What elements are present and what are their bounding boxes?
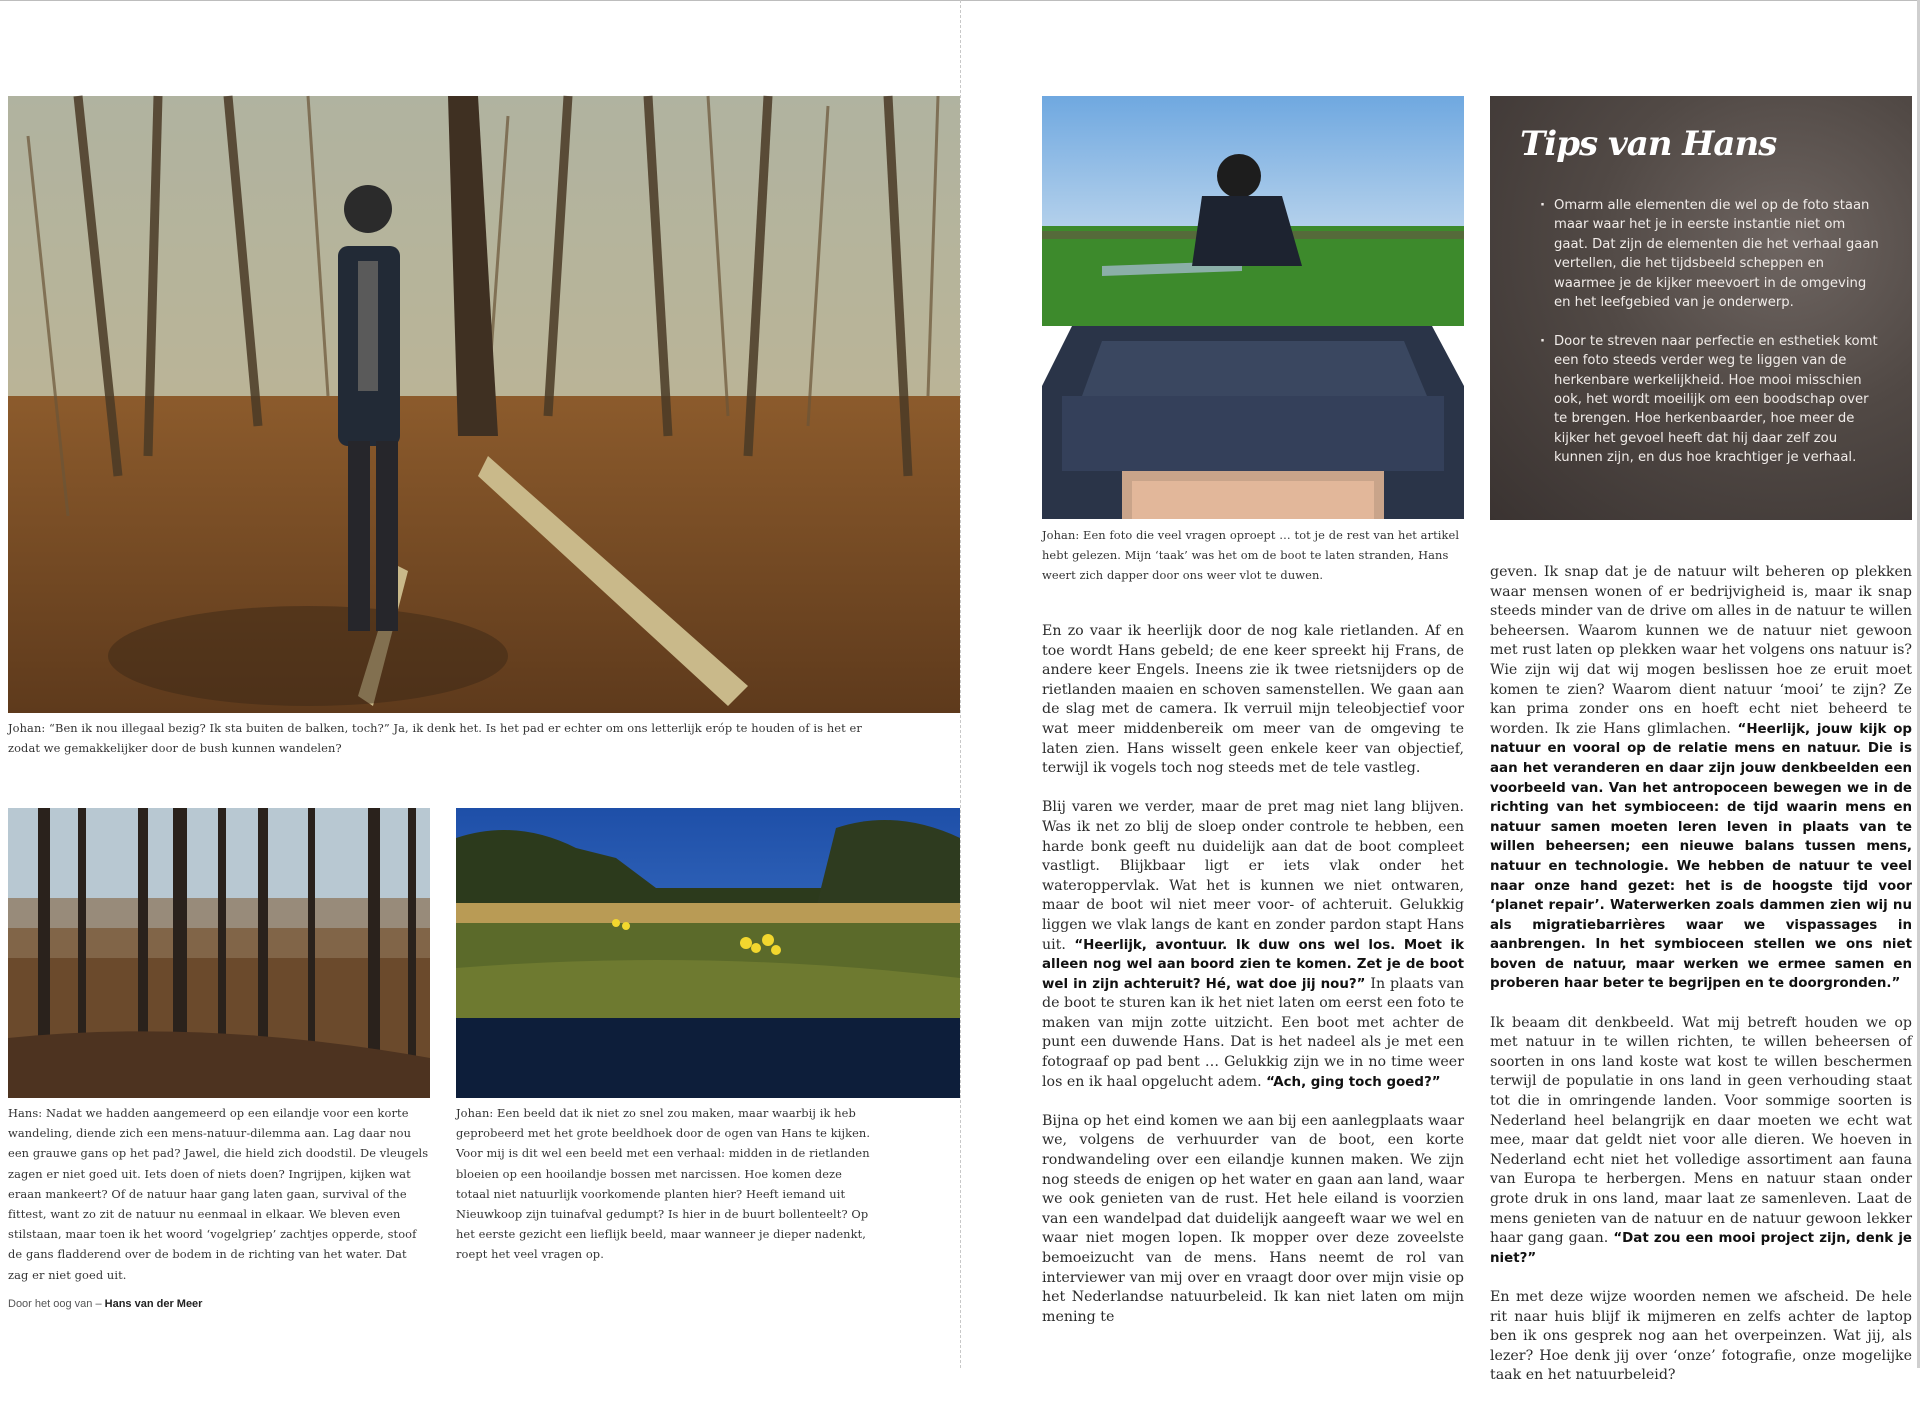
article-paragraph: Bijna op het eind komen we aan bij een aanlegplaats waar we, volgens de verhuurder van de boot, een korte rondwandeling over een eilandje kunnen maken. We zijn nog steeds de enigen op het water en gaan aan land, waar we ook genieten van de rust. Het hele eiland is voorzien van een wandelpad dat duidelijk aangeeft waar we wel en waar niet mogen lopen. Ik mopper over deze zoveelste bemoeizucht van de mens. Hans neemt de rol van interviewer van mij over en vraagt door over mijn visie op het Nederlandse natuurbeleid. Ik kan niet laten om mijn mening te bbox=[1042, 1112, 1464, 1325]
photo-forest-trees bbox=[8, 808, 430, 1098]
byline-author-name: Hans van der Meer bbox=[104, 1298, 203, 1310]
author-byline bbox=[8, 1298, 202, 1310]
article-paragraph bbox=[1490, 1014, 1912, 1269]
quote-hans: “Heerlijk, avontuur. Ik duw ons wel los. Moet ik alleen nog wel aan boord zien te komen. Zet je de boot wel in zijn achteruit? Hé, wat doe jij nou?” bbox=[1042, 937, 1464, 992]
caption-forest-photo: Hans: Nadat we hadden aangemeerd op een eilandje voor een korte wandeling, diende zich een mens-natuur-dilemma aan. Lag daar nou een grauwe gans op het pad? Jawel, die hield zich doodstil. De vleugels zagen er niet goed uit. Iets doen of niets doen? Ingrijpen, kijken wat eraan mankeert? Of de natuur haar gang laten gaan, survival of the fittest, want zo zit de natuur nu eenmaal in elkaar. We bleven even stilstaan, maar toen ik het woord ‘vogelgriep’ zachtjes opperde, stoof de gans fladderend over de bodem in de richting van het water. Dat zag er niet goed uit. bbox=[8, 1106, 429, 1282]
photo-man-on-forest-path bbox=[8, 96, 960, 713]
caption-main-photo: Johan: “Ben ik nou illegaal bezig? Ik sta buiten de balken, toch?” Ja, ik denk het. Is het pad er echter om ons letterlijk eróp te houden of is het er zodat we gemakkelijker door de bush kunnen wandelen? bbox=[8, 721, 862, 756]
article-paragraph bbox=[1490, 563, 1912, 994]
page-fold-divider bbox=[960, 0, 961, 1368]
tips-box bbox=[1490, 96, 1912, 520]
caption-boat-photo: Johan: Een foto die veel vragen oproept … tot je de rest van het artikel hebt gelezen. Mijn ‘taak’ was het om de boot te laten stranden, Hans weert zich dapper door ons weer vlot te duwen. bbox=[1042, 528, 1460, 583]
paragraph-text: Ik beaam dit denkbeeld. Wat mij betreft houden we op met natuur in te willen richten, te willen beheersen of soorten in ons land koste wat kost te willen beschermen terwijl de populatie in ons land in geen verhouding staat tot die in omringende landen. Voor sommige soorten is Nederland heel belangrijk en daar moeten we echt wat mee, maar dat geldt niet voor alle dieren. We hoeven in Nederland echt niet het volledige assortiment aan fauna van Europa te herbergen. Mens en natuur staan onder grote druk in ons land, maar laat ze samenleven. Laat de mens genieten van de natuur en de natuur gewoon lekker haar gang gaan. bbox=[1490, 1014, 1912, 1247]
article-column-2 bbox=[1490, 563, 1912, 1406]
paragraph-text: In plaats van de boot te sturen kan ik het niet laten om eerst een foto te maken van mijn zotte uitzicht. Een boot met achter de punt een duwende Hans. Dat is het nadeel als je met een fotograaf op pad bent … Gelukkig zijn we in no time weer los en ik haal opgelucht adem. bbox=[1042, 975, 1464, 1090]
photo-water-narcissus bbox=[456, 808, 960, 1098]
article-paragraph bbox=[1042, 798, 1464, 1092]
tip-item: · Door te streven naar perfectie en esthetiek komt een foto steeds verder weg te liggen van de herkenbare werkelijkheid. Hoe mooi misschien ook, het wordt moeilijk om een boodschap over te brengen. Hoe herkenbaarder, hoe meer de kijker het gevoel heeft dat hij daar zelf zou kunnen zijn, en dus hoe krachtiger je verhaal. bbox=[1540, 332, 1880, 468]
article-paragraph: En met deze wijze woorden nemen we afscheid. De hele rit naar huis blijf ik mijmeren en zelfs achter de laptop ben ik ons gesprek nog aan het overpeinzen. Wat jij, als lezer? Hoe denk jij over ‘onze’ fotografie, onze mogelijke taak en het natuurbeleid? bbox=[1490, 1288, 1912, 1384]
article-paragraph: En zo vaar ik heerlijk door de nog kale rietlanden. Af en toe wordt Hans gebeld; de ene keer spreekt hij Frans, de andere keer Engels. Ineens zie ik twee rietsnijders op de rietlanden maaien en schoven samenstellen. We gaan aan de slag met de camera. Ik verruil mijn teleobjectief voor wat meer middenbereik om meer van de omgeving te laten zien. Hans wisselt geen enkele keer van objectief, terwijl ik vogels toch nog steeds met de tele vastleg. bbox=[1042, 623, 1464, 777]
photo-boat-push bbox=[1042, 96, 1464, 519]
quote-hans: “Dat zou een mooi project zijn, denk je niet?” bbox=[1490, 1231, 1913, 1266]
tips-title: Tips van Hans bbox=[1520, 124, 1777, 164]
quote-hans: “Ach, ging toch goed?” bbox=[1266, 1074, 1441, 1090]
paragraph-text: geven. Ik snap dat je de natuur wilt beheren op plekken waar mensen wonen of er bedrijvigheid is, maar ik snap steeds minder van de drive om alles in de natuur te willen beheersen. Waarom kunnen we de natuur niet gewoon met rust laten op plekken waar het volgens ons natuur is? Wie zijn wij dat wij mogen beslissen hoe ze eruit moet komen te zien? Waarom dient natuur ‘mooi’ te zijn? Ze kan prima zonder ons en hoeft echt niet beheerd te worden. Ik zie Hans glimlachen. bbox=[1490, 564, 1912, 737]
quote-hans: “Heerlijk, jouw kijk op natuur en vooral op de relatie mens en natuur. Die is aan het veranderen en daar zijn jouw denkbeelden een voorbeeld van. Van het antropoceen bewegen we in de richting van het symbioceen: de tijd waarin mens en natuur samen moeten leren leven in plaats van te willen beheersen; een nieuwe balans tussen mens, natuur en technologie. We hebben de natuur te veel naar onze hand gezet: het is de hoogste tijd voor ‘planet repair’. Waterwerken zoals dammen zien wij nu als migratiebarrières waar we vispassages in aanbrengen. In het symbioceen stellen we ons niet boven de natuur, maar werken we ermee samen en proberen haar beter te begrijpen en te doorgronden.” bbox=[1490, 721, 1912, 992]
paragraph-text: Blij varen we verder, maar de pret mag niet lang blijven. Was ik net zo blij de sloep onder controle te hebben, een harde bonk geeft nu duidelijk aan dat de boot compleet vastligt. Blijkbaar ligt er iets vlak onder het wateroppervlak. Wat het is kunnen we niet ontwaren, maar de boot wil niet meer voor- of achteruit. Gelukkig liggen we vlak langs de kant en zonder pardon stapt Hans uit. bbox=[1042, 799, 1464, 953]
caption-water-photo: Johan: Een beeld dat ik niet zo snel zou maken, maar waarbij ik heb geprobeerd met het grote beeldhoek door de ogen van Hans te kijken. Voor mij is dit wel een beeld met een verhaal: midden in de rietlanden bloeien op een hooilandje bossen met narcissen. Hoe komen deze totaal niet natuurlijk voorkomende planten hier? Heeft iemand uit Nieuwkoop zijn tuinafval gedumpt? Is hier in de buurt bollenteelt? Op het eerste gezicht een lieflijk beeld, maar wanneer je dieper nadenkt, roept het veel vragen op. bbox=[456, 1106, 871, 1262]
byline-prefix: Door het oog van – bbox=[8, 1298, 102, 1310]
tip-item: · Omarm alle elementen die wel op de foto staan maar waar het je in eerste instantie niet om gaat. Dat zijn de elementen die het verhaal gaan vertellen, die het tijdsbeeld scheppen en waarmee je de kijker meevoert in de omgeving en het leefgebied van je onderwerp. bbox=[1540, 196, 1880, 312]
tips-list bbox=[1540, 196, 1880, 487]
article-column-1 bbox=[1042, 622, 1464, 1347]
